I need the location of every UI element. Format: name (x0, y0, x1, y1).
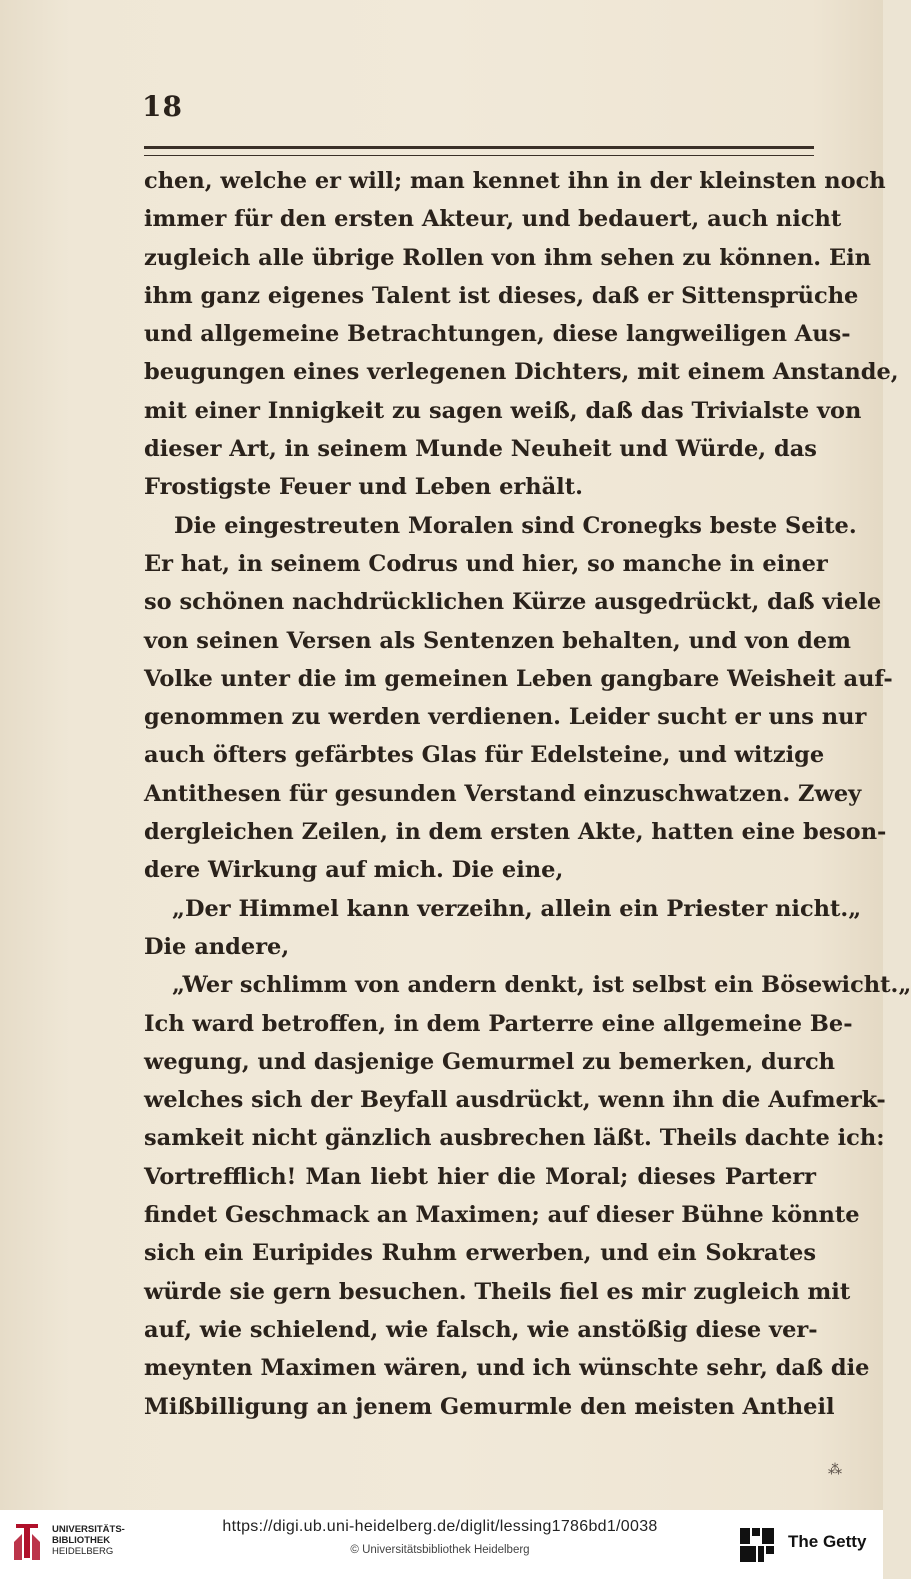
text-line: beugungen eines verlegenen Dichters, mit einem Anstande, (144, 359, 899, 386)
text-line: auch öfters gefärbtes Glas für Edelsteine, und witzige (144, 742, 825, 769)
university-library-logo-icon[interactable] (12, 1520, 42, 1562)
text-line: findet Geschmack an Maximen; auf dieser Bühne könnte (144, 1202, 860, 1229)
text-line: von seinen Versen als Sentenzen behalten, und von dem (144, 627, 851, 654)
text-line: immer für den ersten Akteur, und bedauert, auch nicht (144, 206, 842, 233)
text-line: dergleichen Zeilen, in dem ersten Akte, hatten eine beson- (144, 819, 887, 846)
text-line: auf, wie schielend, wie falsch, wie anstößig diese ver- (144, 1316, 818, 1343)
quote-line: „Wer schlimm von andern denkt, ist selbst ein Bösewicht.„ (172, 972, 911, 999)
institution-line: UNIVERSITÄTS- (52, 1524, 125, 1535)
text-line: Antithesen für gesunden Verstand einzuschwatzen. Zwey (144, 780, 862, 807)
text-line: genommen zu werden verdienen. Leider sucht er uns nur (144, 704, 867, 731)
institution-name (52, 1524, 125, 1557)
text-line: meynten Maximen wären, und ich wünschte sehr, daß die (144, 1355, 870, 1382)
getty-logo-icon[interactable] (738, 1526, 776, 1564)
text-line: Die eingestreuten Moralen sind Cronegks beste Seite. (174, 512, 857, 539)
institution-line: BIBLIOTHEK (52, 1535, 111, 1546)
text-line: Frostigste Feuer und Leben erhält. (144, 474, 583, 501)
text-line: Ich ward betroffen, in dem Parterre eine allgemeine Be- (144, 1010, 853, 1037)
text-line: Mißbilligung an jenem Gemurmle den meisten Antheil (144, 1393, 835, 1420)
text-line: Volke unter die im gemeinen Leben gangbare Weisheit auf- (144, 665, 893, 692)
text-line: dere Wirkung auf mich. Die eine, (144, 857, 564, 884)
text-line: und allgemeine Betrachtungen, diese langweiligen Aus- (144, 321, 851, 348)
text-line: samkeit nicht gänzlich ausbrechen läßt. Theils dachte ich: (144, 1125, 885, 1152)
text-line: würde sie gern besuchen. Theils fiel es mir zugleich mit (144, 1278, 851, 1305)
text-line: wegung, und dasjenige Gemurmel zu bemerken, durch (144, 1048, 836, 1075)
text-line: so schönen nachdrücklichen Kürze ausgedrückt, daß viele (144, 589, 882, 616)
copyright-notice: © Universitätsbibliothek Heidelberg (350, 1544, 530, 1556)
text-line: zugleich alle übrige Rollen von ihm sehen zu können. Ein (144, 244, 872, 271)
ornament-icon: ⁂ (828, 1462, 842, 1478)
page-text (144, 162, 911, 1426)
text-line: ihm ganz eigenes Talent ist dieses, daß er Sittensprüche (144, 282, 859, 309)
partner-name: The Getty (788, 1532, 867, 1551)
text-line: dieser Art, in seinem Munde Neuheit und Würde, das (144, 436, 817, 463)
quote-line: „Der Himmel kann verzeihn, allein ein Priester nicht.„ (172, 895, 862, 922)
text-line: Er hat, in seinem Codrus und hier, so manche in einer (144, 550, 828, 577)
text-line: mit einer Innigkeit zu sagen weiß, daß das Trivialste von (144, 397, 862, 424)
text-line: welches sich der Beyfall ausdrückt, wenn ihn die Aufmerk- (144, 1087, 886, 1114)
text-line: sich ein Euripides Ruhm erwerben, und ein Sokrates (144, 1240, 816, 1267)
text-line: Vortrefflich! Man liebt hier die Moral; dieses Parterr (144, 1163, 816, 1190)
institution-line: HEIDELBERG (52, 1546, 114, 1557)
viewer-footer (0, 1510, 883, 1579)
text-line: chen, welche er will; man kennet ihn in der kleinsten noch (144, 168, 886, 194)
header-rule (144, 146, 814, 156)
page-number: 18 (142, 90, 183, 123)
permalink[interactable]: https://digi.ub.uni-heidelberg.de/diglit/lessing1786bd1/0038 (222, 1518, 658, 1535)
text-line: Die andere, (144, 933, 290, 960)
